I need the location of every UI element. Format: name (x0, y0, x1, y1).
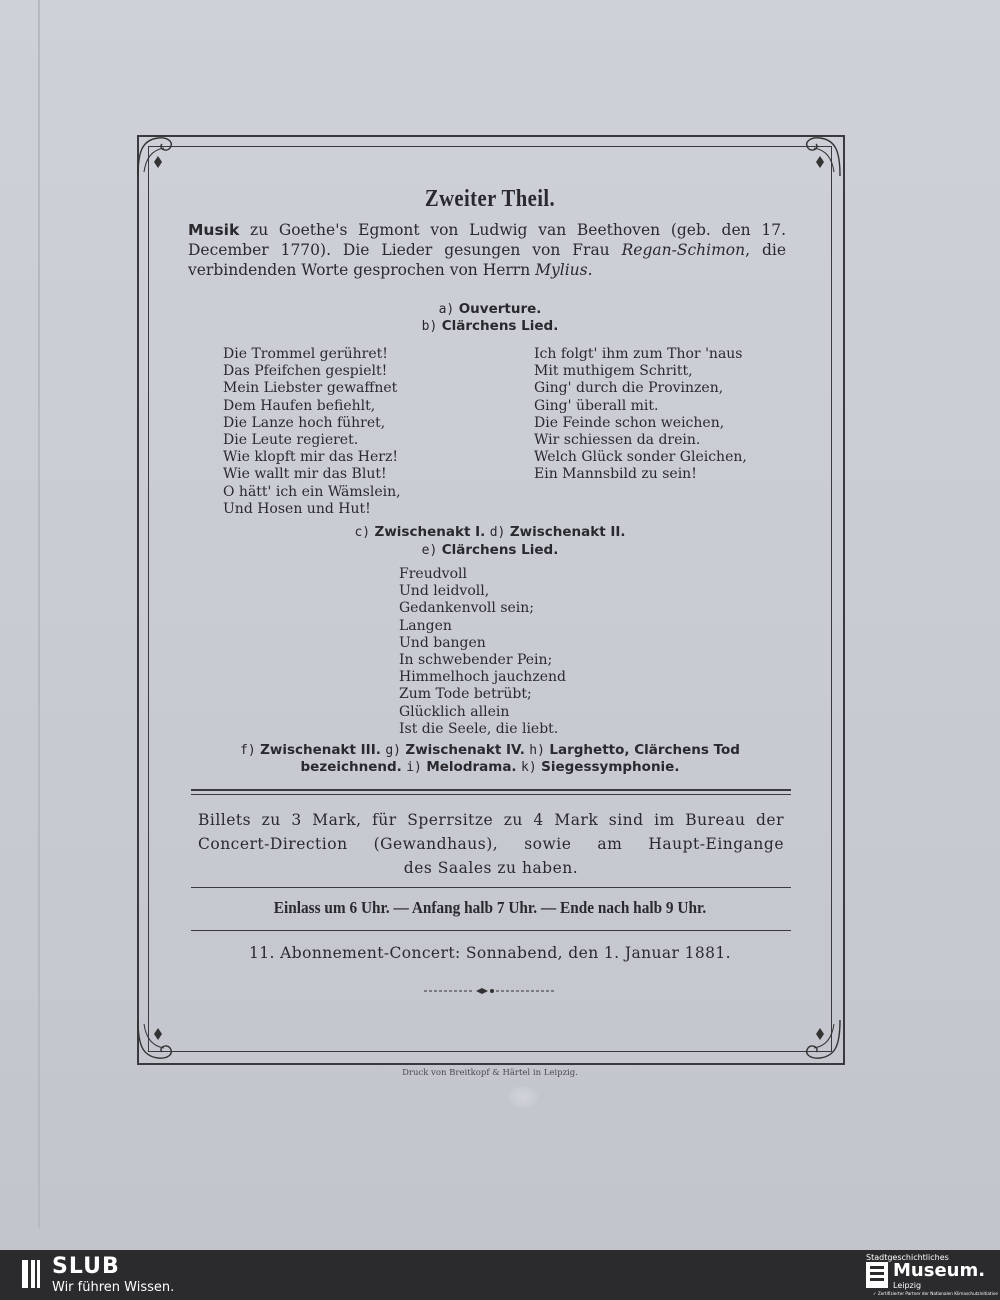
program-item-e (150, 542, 830, 558)
item-title: Zwischenakt I. (374, 524, 486, 540)
item-label: a) (438, 302, 455, 317)
footer-bar (0, 1250, 1000, 1300)
poem-line: Gedankenvoll sein; (399, 600, 535, 617)
ticket-info-line: des Saales zu haben. (403, 859, 579, 877)
poem-line: Ging' durch die Provinzen, (534, 380, 724, 397)
item-label: d) (489, 525, 506, 540)
page-fold-line (38, 0, 40, 1228)
ticket-info (198, 808, 784, 880)
poem-line: Wie klopft mir das Herz! (223, 449, 398, 466)
program-item-a (150, 301, 830, 317)
intro-text2: , die verbindenden Worte gesprochen von Herrn (188, 241, 786, 279)
poem-line: Dem Haufen befiehlt, (223, 397, 376, 414)
poem-line: Ging' überall mit. (534, 397, 659, 414)
intro-speaker: Mylius (535, 261, 588, 279)
item-label: i) (406, 760, 422, 775)
item-title: bezeichnend. (300, 759, 402, 775)
double-rule-top (191, 789, 791, 791)
poem-left-column (223, 346, 401, 518)
divider (191, 930, 791, 931)
embossed-stamp (508, 1086, 538, 1108)
poem-line: Wir schiessen da drein. (534, 432, 701, 449)
divider (191, 887, 791, 888)
poem-line: Und leidvoll, (399, 583, 490, 600)
museum-certification: ✓ Zertifizierter Partner der Nationalen Klimaschutzinitiative (873, 1291, 998, 1296)
poem-line: Langen (399, 617, 452, 634)
corner-ornament-icon (134, 132, 180, 178)
poem-line: Welch Glück sonder Gleichen, (534, 449, 747, 466)
poem-line: Ist die Seele, die liebt. (399, 720, 559, 737)
item-title: Siegessymphonie. (541, 759, 680, 775)
poem-line: Die Lanze hoch führet, (223, 414, 386, 431)
poem-second (399, 566, 566, 738)
intro-lead: Musik (188, 221, 240, 239)
corner-ornament-icon (798, 132, 844, 178)
item-label: k) (521, 760, 537, 775)
item-label: f) (240, 743, 256, 758)
item-title: Zwischenakt III. (260, 742, 381, 758)
poem-line: Ich folgt' ihm zum Thor 'naus (534, 346, 743, 362)
poem-line: Freudvoll (399, 566, 467, 582)
slub-tagline: Wir führen Wissen. (52, 1280, 175, 1295)
poem-line: Und bangen (399, 634, 486, 651)
item-label: h) (529, 743, 545, 758)
slub-logo-icon (22, 1260, 40, 1288)
program-items-c-d (150, 524, 830, 540)
poem-line: Himmelhoch jauchzend (399, 669, 566, 686)
intro-singer: Regan-Schimon (621, 241, 746, 259)
poem-line: In schwebender Pein; (399, 652, 553, 669)
item-label: g) (385, 743, 401, 758)
poem-line: Das Pfeifchen gespielt! (223, 363, 388, 380)
item-title: Ouverture. (458, 301, 542, 317)
poem-line: Die Feinde schon weichen, (534, 414, 725, 431)
intro-end: . (587, 261, 593, 279)
printer-imprint: Druck von Breitkopf & Härtel in Leipzig. (402, 1068, 578, 1078)
item-label: b) (421, 319, 438, 334)
ticket-info-line: Billets zu 3 Mark, für Sperrsitze zu 4 Mark sind im Bureau der (198, 811, 784, 829)
poem-line: Und Hosen und Hut! (223, 500, 371, 517)
section-title: Zweiter Theil. (424, 186, 556, 212)
poem-line: Wie wallt mir das Blut! (223, 466, 387, 483)
museum-logo-icon (866, 1262, 888, 1288)
slub-name: SLUB (52, 1254, 120, 1279)
item-title: Larghetto, Clärchens Tod (549, 742, 740, 758)
program-items-f-h (150, 742, 830, 758)
program-items-i-k (150, 759, 830, 775)
poem-line: Die Leute regieret. (223, 432, 359, 449)
poem-line: Ein Mannsbild zu sein! (534, 466, 697, 483)
next-concert: 11. Abonnement-Concert: Sonnabend, den 1. Januar 1881. (249, 944, 731, 962)
poem-line: Glücklich allein (399, 703, 510, 720)
poem-right-column (534, 346, 747, 484)
ticket-info-line: Concert-Direction (Gewandhaus), sowie am Haupt-Eingange (198, 835, 784, 853)
item-title: Zwischenakt IV. (405, 742, 525, 758)
item-label: e) (421, 543, 438, 558)
poem-line: Mit muthigem Schritt, (534, 363, 693, 380)
intro-text: zu Goethe's Egmont von Ludwig van Beethoven (geb. den 17. December 1770). Die Lieder gesungen von Frau (188, 221, 786, 259)
museum-city: Leipzig (893, 1281, 922, 1290)
poem-line: Mein Liebster gewaffnet (223, 380, 398, 397)
program-item-b (150, 318, 830, 334)
program-intro (188, 220, 786, 280)
item-title: Zwischenakt II. (509, 524, 626, 540)
museum-name: Museum. (893, 1260, 986, 1281)
item-title: Melodrama. (426, 759, 517, 775)
museum-prefix: Stadtgeschichtliches (866, 1253, 949, 1262)
item-label: c) (354, 525, 371, 540)
corner-ornament-icon (798, 1018, 844, 1064)
corner-ornament-icon (134, 1018, 180, 1064)
item-title: Clärchens Lied. (441, 542, 559, 558)
ornamental-dash-icon (424, 988, 554, 994)
poem-line: Die Trommel gerühret! (223, 346, 388, 362)
event-times: Einlass um 6 Uhr. — Anfang halb 7 Uhr. — Ende nach halb 9 Uhr. (273, 898, 707, 917)
poem-line: Zum Tode betrübt; (399, 686, 532, 703)
poem-line: O hätt' ich ein Wämslein, (223, 483, 401, 500)
item-title: Clärchens Lied. (441, 318, 559, 334)
double-rule-bottom (191, 794, 791, 795)
